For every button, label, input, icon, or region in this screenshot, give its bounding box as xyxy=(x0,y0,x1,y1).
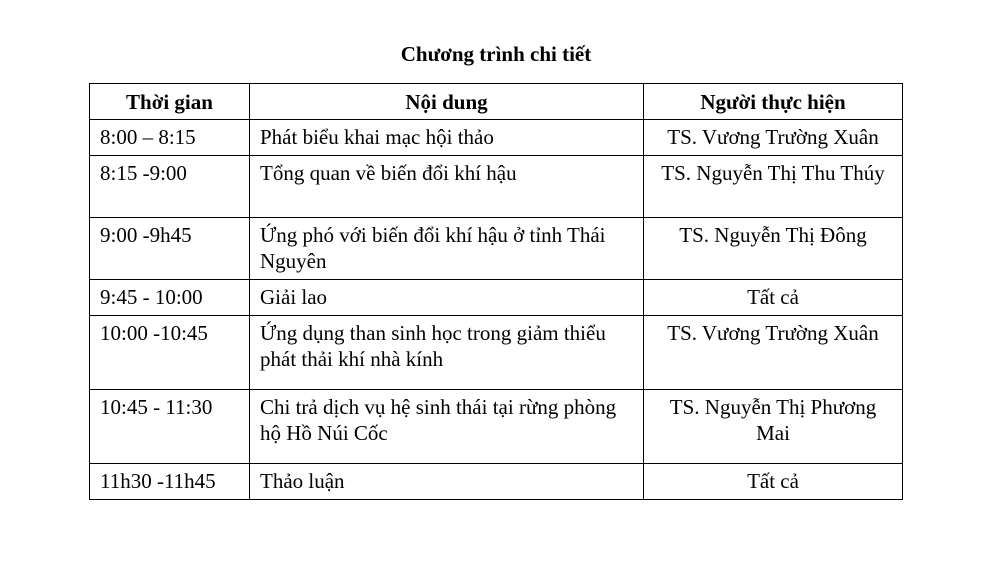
cell-person: TS. Nguyễn Thị Thu Thúy xyxy=(644,156,903,218)
table-row xyxy=(90,156,903,218)
cell-person: Tất cả xyxy=(644,464,903,500)
cell-time: 8:00 – 8:15 xyxy=(90,120,250,156)
cell-person: TS. Nguyễn Thị Phương Mai xyxy=(644,390,903,464)
cell-content: Chi trả dịch vụ hệ sinh thái tại rừng phòng hộ Hồ Núi Cốc xyxy=(250,390,644,464)
cell-person: TS. Nguyễn Thị Đông xyxy=(644,218,903,280)
cell-time: 10:45 - 11:30 xyxy=(90,390,250,464)
cell-content: Ứng phó với biến đổi khí hậu ở tỉnh Thái Nguyên xyxy=(250,218,644,280)
cell-time: 9:45 - 10:00 xyxy=(90,280,250,316)
table-row xyxy=(90,390,903,464)
header-time: Thời gian xyxy=(90,84,250,120)
schedule-table xyxy=(89,83,903,500)
header-person: Người thực hiện xyxy=(644,84,903,120)
cell-content: Thảo luận xyxy=(250,464,644,500)
cell-time: 8:15 -9:00 xyxy=(90,156,250,218)
cell-person: TS. Vương Trường Xuân xyxy=(644,120,903,156)
cell-time: 10:00 -10:45 xyxy=(90,316,250,390)
table-row xyxy=(90,464,903,500)
page-title: Chương trình chi tiết xyxy=(400,42,592,66)
cell-content: Phát biểu khai mạc hội thảo xyxy=(250,120,644,156)
table-row xyxy=(90,280,903,316)
cell-person: TS. Vương Trường Xuân xyxy=(644,316,903,390)
table-row xyxy=(90,316,903,390)
cell-time: 11h30 -11h45 xyxy=(90,464,250,500)
header-content: Nội dung xyxy=(250,84,644,120)
cell-content: Tổng quan về biến đổi khí hậu xyxy=(250,156,644,218)
table-header-row xyxy=(90,84,903,120)
table-row xyxy=(90,218,903,280)
cell-content: Giải lao xyxy=(250,280,644,316)
cell-person: Tất cả xyxy=(644,280,903,316)
table-row xyxy=(90,120,903,156)
cell-content: Ứng dụng than sinh học trong giảm thiểu phát thải khí nhà kính xyxy=(250,316,644,390)
cell-time: 9:00 -9h45 xyxy=(90,218,250,280)
